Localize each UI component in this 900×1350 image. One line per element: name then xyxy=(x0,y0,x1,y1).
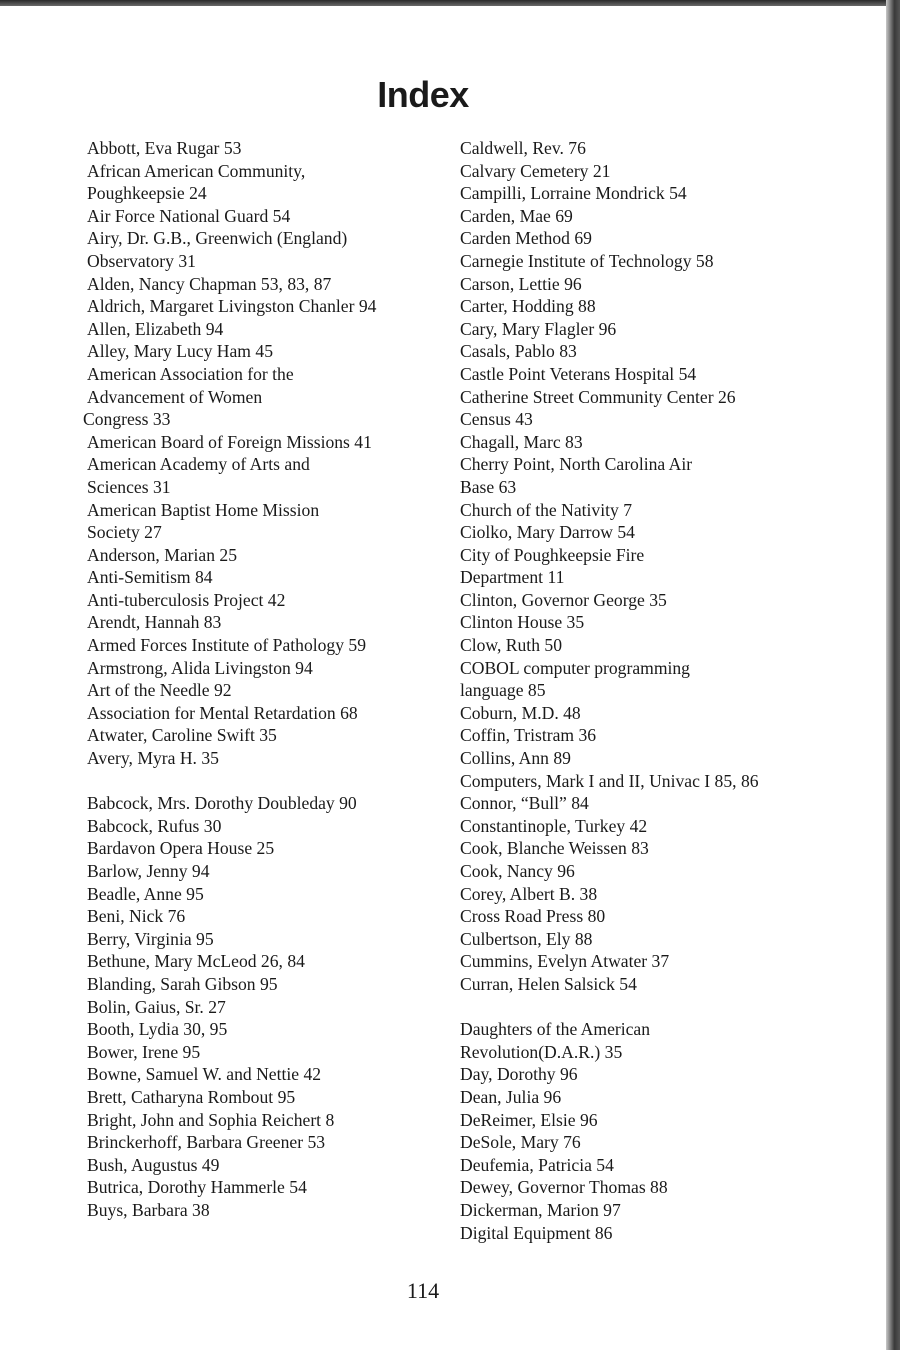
index-entry xyxy=(87,273,447,296)
index-entry-text: Carson, Lettie 96 xyxy=(460,273,582,294)
index-entry xyxy=(460,521,800,544)
index-entry-text: Clinton House 35 xyxy=(460,612,585,633)
index-entry xyxy=(460,747,800,770)
index-entry xyxy=(460,589,800,612)
index-entry xyxy=(460,499,800,522)
index-entry xyxy=(460,860,800,883)
index-entry xyxy=(87,1018,447,1041)
index-entry xyxy=(460,160,800,183)
index-entry xyxy=(87,860,447,883)
index-entry xyxy=(460,1063,800,1086)
index-entry xyxy=(460,815,800,838)
index-entry-text: City of Poughkeepsie Fire xyxy=(460,544,645,565)
index-entry-text: Abbott, Eva Rugar 53 xyxy=(87,138,242,158)
index-entry-text: Cherry Point, North Carolina Air xyxy=(460,454,693,475)
index-entry xyxy=(87,679,447,702)
index-entry xyxy=(87,205,447,228)
index-entry-text: American Baptist Home Mission xyxy=(87,499,320,520)
index-entry xyxy=(87,566,447,589)
index-entry xyxy=(460,950,800,973)
index-entry-text: American Association for the xyxy=(87,363,294,384)
index-entry-text: DeReimer, Elsie 96 xyxy=(460,1109,598,1130)
index-entry xyxy=(460,137,800,160)
index-entry-text: Anti-Semitism 84 xyxy=(87,567,213,588)
index-entry xyxy=(87,837,447,860)
index-entry-text: Air Force National Guard 54 xyxy=(87,205,291,226)
index-entry-text: Armstrong, Alida Livingston 94 xyxy=(87,657,313,678)
index-entry-text: Bardavon Opera House 25 xyxy=(87,838,275,859)
index-entry-text: Buys, Barbara 38 xyxy=(87,1199,210,1220)
index-entry-text: Campilli, Lorraine Mondrick 54 xyxy=(460,183,687,204)
index-entry xyxy=(87,883,447,906)
index-entry-text: Castle Point Veterans Hospital 54 xyxy=(460,363,697,384)
index-entry-text: Bowne, Samuel W. and Nettie 42 xyxy=(87,1064,322,1085)
index-entry-text: Computers, Mark I and II, Univac I 85, 86 xyxy=(460,770,759,791)
index-entry-text: Curran, Helen Salsick 54 xyxy=(460,973,637,994)
index-entry xyxy=(460,1041,800,1064)
index-entry xyxy=(460,340,800,363)
page-number: 114 xyxy=(406,1278,440,1303)
index-entry-text: Beadle, Anne 95 xyxy=(87,883,204,904)
index-entry-text: Dewey, Governor Thomas 88 xyxy=(460,1177,668,1198)
index-entry-text: Armed Forces Institute of Pathology 59 xyxy=(87,635,367,656)
index-entry-text: Chagall, Marc 83 xyxy=(460,431,583,452)
index-entry-text: Babcock, Rufus 30 xyxy=(87,815,222,836)
index-entry xyxy=(87,611,447,634)
index-entry-text: Dickerman, Marion 97 xyxy=(460,1199,621,1220)
index-entry xyxy=(460,611,800,634)
index-entry xyxy=(460,1018,800,1041)
index-entry-text: Calvary Cemetery 21 xyxy=(460,160,611,181)
index-entry xyxy=(460,295,800,318)
index-entry xyxy=(460,973,800,996)
index-entry-text: Barlow, Jenny 94 xyxy=(87,861,210,881)
index-entry xyxy=(87,1154,447,1177)
index-entry xyxy=(87,1199,447,1222)
index-entry-text: Clow, Ruth 50 xyxy=(460,635,562,656)
index-entry xyxy=(460,837,800,860)
index-entry xyxy=(87,318,447,341)
index-entry-continuation: Poughkeepsie 24 xyxy=(87,183,207,204)
index-entry xyxy=(460,1199,800,1222)
index-entry-text: Coburn, M.D. 48 xyxy=(460,702,581,723)
index-entry xyxy=(460,250,800,273)
index-entry-text: African American Community, xyxy=(87,160,306,181)
index-entry xyxy=(87,227,447,272)
index-entry xyxy=(460,702,800,725)
index-entry xyxy=(460,1131,800,1154)
index-entry xyxy=(87,815,447,838)
index-entry xyxy=(460,453,800,498)
index-entry xyxy=(87,137,447,160)
index-entry xyxy=(460,363,800,386)
index-entry-text: Bright, John and Sophia Reichert 8 xyxy=(87,1109,335,1130)
index-entry-continuation: Base 63 xyxy=(460,476,517,497)
index-entry xyxy=(87,724,447,747)
index-entry-text: Casals, Pablo 83 xyxy=(460,341,577,362)
index-entry xyxy=(87,747,447,770)
index-entry xyxy=(460,724,800,747)
index-entry-text: Ciolko, Mary Darrow 54 xyxy=(460,522,635,543)
index-entry-text: Atwater, Caroline Swift 35 xyxy=(87,725,277,746)
index-entry-text: Anderson, Marian 25 xyxy=(87,544,238,565)
index-entry-text: Cook, Nancy 96 xyxy=(460,861,575,881)
index-entry-text: Church of the Nativity 7 xyxy=(460,499,632,520)
index-entry xyxy=(460,928,800,951)
index-entry xyxy=(460,544,800,589)
index-entry xyxy=(460,227,800,250)
index-entry xyxy=(460,273,800,296)
index-entry xyxy=(87,634,447,657)
index-entry-text: Constantinople, Turkey 42 xyxy=(460,815,648,836)
index-entry xyxy=(87,431,447,454)
index-entry xyxy=(87,589,447,612)
index-entry xyxy=(87,1131,447,1154)
index-entry xyxy=(83,408,447,431)
index-entry-text: American Academy of Arts and xyxy=(87,454,310,475)
index-entry-text: Arendt, Hannah 83 xyxy=(87,612,222,633)
index-entry-text: Allen, Elizabeth 94 xyxy=(87,318,224,339)
index-entry xyxy=(87,792,447,815)
index-entry-text: COBOL computer programming xyxy=(460,657,690,678)
index-entry-text: Avery, Myra H. 35 xyxy=(87,748,219,769)
index-entry-text: Culbertson, Ely 88 xyxy=(460,928,593,949)
index-entry-text: Digital Equipment 86 xyxy=(460,1222,613,1243)
index-entry-text: Revolution(D.A.R.) 35 xyxy=(460,1041,623,1062)
index-entry xyxy=(460,408,800,431)
index-entry xyxy=(87,544,447,567)
index-entry-continuation: Observatory 31 xyxy=(87,250,196,271)
index-column-left xyxy=(83,137,447,1222)
page-title: Index xyxy=(377,74,469,115)
index-entry xyxy=(87,1176,447,1199)
index-entry-text: Cummins, Evelyn Atwater 37 xyxy=(460,951,670,972)
index-entry-text: Anti-tuberculosis Project 42 xyxy=(87,589,286,610)
index-entry xyxy=(460,1086,800,1109)
index-entry-text: Aldrich, Margaret Livingston Chanler 94 xyxy=(87,296,377,317)
index-entry-text: Bolin, Gaius, Sr. 27 xyxy=(87,996,226,1017)
index-entry xyxy=(460,792,800,815)
index-entry-text: Babcock, Mrs. Dorothy Doubleday 90 xyxy=(87,793,357,814)
index-entry-text: Bower, Irene 95 xyxy=(87,1041,201,1062)
page-edge-shadow xyxy=(886,0,900,1350)
top-edge-rule xyxy=(0,0,900,6)
index-entry-text: Carnegie Institute of Technology 58 xyxy=(460,250,714,271)
index-entry-text: Corey, Albert B. 38 xyxy=(460,883,598,904)
index-entry xyxy=(87,950,447,973)
index-entry-text: Clinton, Governor George 35 xyxy=(460,589,667,610)
index-entry-text: Collins, Ann 89 xyxy=(460,748,571,769)
index-entry xyxy=(460,1222,800,1245)
index-entry xyxy=(87,928,447,951)
index-entry xyxy=(87,973,447,996)
index-entry xyxy=(460,883,800,906)
index-entry-text: Cook, Blanche Weissen 83 xyxy=(460,838,649,859)
index-entry-text: Carden Method 69 xyxy=(460,228,592,249)
index-entry-text: Butrica, Dorothy Hammerle 54 xyxy=(87,1177,307,1198)
index-entry xyxy=(460,318,800,341)
index-entry-text: Cross Road Press 80 xyxy=(460,906,606,927)
index-entry-text: Beni, Nick 76 xyxy=(87,906,186,927)
index-entry-text: Cary, Mary Flagler 96 xyxy=(460,318,617,339)
index-entry-text: Booth, Lydia 30, 95 xyxy=(87,1019,228,1040)
index-entry-text: Brinckerhoff, Barbara Greener 53 xyxy=(87,1132,326,1153)
index-entry xyxy=(87,1041,447,1064)
index-entry-continuation: language 85 xyxy=(460,680,546,701)
index-entry xyxy=(87,340,447,363)
index-entry-continuation: Sciences 31 xyxy=(87,476,171,497)
index-entry-text: Daughters of the American xyxy=(460,1019,651,1040)
index-entry xyxy=(87,702,447,725)
index-entry-text: Carter, Hodding 88 xyxy=(460,296,596,317)
index-entry xyxy=(460,657,800,702)
index-entry-text: Catherine Street Community Center 26 xyxy=(460,386,736,407)
index-entry-text: Connor, “Bull” 84 xyxy=(460,793,589,814)
index-entry xyxy=(460,386,800,409)
index-entry-text: Congress 33 xyxy=(83,409,171,430)
index-entry-text: Bethune, Mary McLeod 26, 84 xyxy=(87,951,305,972)
index-entry-continuation: Advancement of Women xyxy=(87,386,263,407)
index-column-right xyxy=(460,137,800,1244)
index-entry xyxy=(460,205,800,228)
index-entry xyxy=(87,295,447,318)
index-entry xyxy=(460,634,800,657)
index-entry xyxy=(87,160,447,205)
index-entry-text: Airy, Dr. G.B., Greenwich (England) xyxy=(87,228,348,249)
index-entry xyxy=(87,363,447,408)
index-entry xyxy=(87,657,447,680)
index-entry-text: Deufemia, Patricia 54 xyxy=(460,1154,614,1175)
index-entry xyxy=(460,905,800,928)
index-section-gap xyxy=(87,770,447,793)
index-entry-continuation: Society 27 xyxy=(87,522,162,543)
index-entry-text: Blanding, Sarah Gibson 95 xyxy=(87,973,278,994)
index-entry-text: Berry, Virginia 95 xyxy=(87,928,214,949)
index-entry-text: DeSole, Mary 76 xyxy=(460,1132,581,1153)
index-entry xyxy=(87,1063,447,1086)
index-entry-text: Census 43 xyxy=(460,409,533,430)
index-entry xyxy=(460,1109,800,1132)
index-entry xyxy=(460,1176,800,1199)
index-entry-text: Alden, Nancy Chapman 53, 83, 87 xyxy=(87,273,332,294)
index-entry-text: Art of the Needle 92 xyxy=(87,680,232,701)
index-entry xyxy=(460,431,800,454)
index-entry xyxy=(87,499,447,544)
index-entry-text: Day, Dorothy 96 xyxy=(460,1064,578,1085)
index-entry-text: Dean, Julia 96 xyxy=(460,1086,562,1107)
index-entry-text: Brett, Catharyna Rombout 95 xyxy=(87,1086,296,1107)
index-entry-text: Caldwell, Rev. 76 xyxy=(460,138,586,158)
index-entry-text: Coffin, Tristram 36 xyxy=(460,725,597,746)
index-entry-continuation: Department 11 xyxy=(460,567,565,588)
index-entry xyxy=(87,1086,447,1109)
index-entry-text: Association for Mental Retardation 68 xyxy=(87,702,358,723)
index-entry xyxy=(460,1154,800,1177)
index-entry xyxy=(87,996,447,1019)
index-entry xyxy=(87,1109,447,1132)
index-entry xyxy=(87,453,447,498)
index-entry-text: Carden, Mae 69 xyxy=(460,205,573,226)
index-entry xyxy=(460,770,800,793)
index-entry xyxy=(460,182,800,205)
index-entry-text: American Board of Foreign Missions 41 xyxy=(87,431,372,452)
index-entry xyxy=(87,905,447,928)
index-section-gap xyxy=(460,996,800,1019)
index-entry-text: Alley, Mary Lucy Ham 45 xyxy=(87,341,273,362)
index-entry-text: Bush, Augustus 49 xyxy=(87,1154,220,1175)
